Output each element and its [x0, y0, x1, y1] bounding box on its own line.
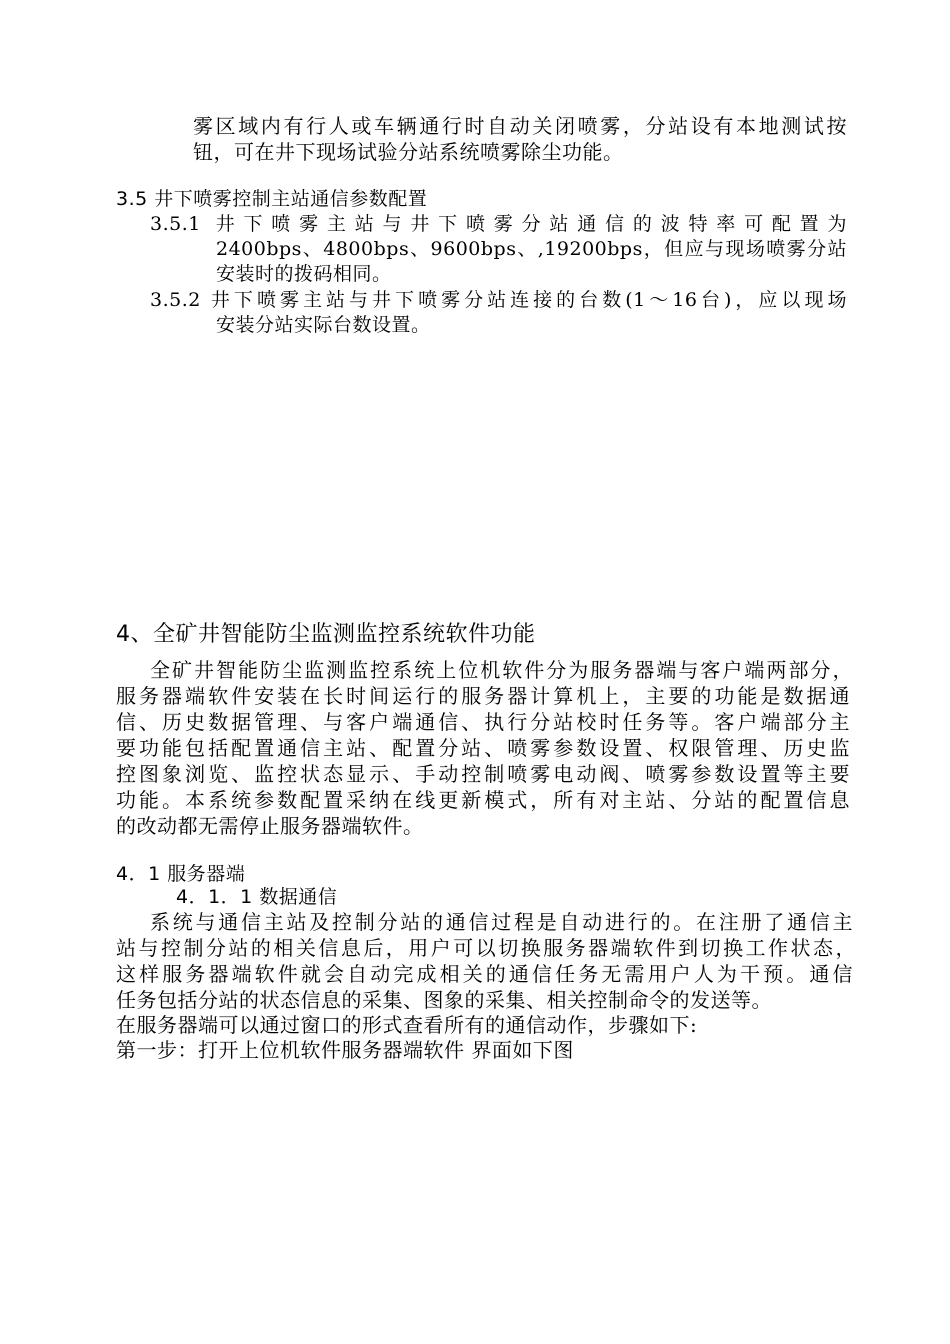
item-3-5-2-line-1: 3.5.2 井下喷雾主站与井下喷雾分站连接的台数(1～16台)，应以现场: [150, 289, 847, 311]
item-3-5-1-line-1: 3.5.1 井下喷雾主站与井下喷雾分站通信的波特率可配置为: [150, 213, 847, 235]
chapter-4-paragraph-line: 全矿井智能防尘监测监控系统上位机软件分为服务器端与客户端两部分，: [150, 658, 853, 682]
chapter-4-paragraph-line: 要功能包括配置通信主站、配置分站、喷雾参数设置、权限管理、历史监: [116, 736, 850, 760]
section-4-1-1-paragraph-line: 第一步：打开上位机软件服务器端软件 界面如下图: [116, 1038, 574, 1062]
chapter-4-paragraph-line: 信、历史数据管理、与客户端通信、执行分站校时任务等。客户端部分主: [116, 710, 850, 734]
section-4-1-1-paragraph-line: 在服务器端可以通过窗口的形式查看所有的通信动作，步骤如下:: [116, 1013, 698, 1037]
item-3-5-1-line-3: 安装时的拨码相同。: [216, 263, 392, 285]
section-4-1-1-paragraph-line: 这样服务器端软件就会自动完成相关的通信任务无需用户人为干预。通信: [116, 962, 853, 986]
section-4-1-1-paragraph-line: 站与控制分站的相关信息后，用户可以切换服务器端软件到切换工作状态，: [116, 936, 856, 960]
section-3-5-heading: 3.5 井下喷雾控制主站通信参数配置: [116, 188, 428, 210]
chapter-4-paragraph-line: 服务器端软件安装在长时间运行的服务器计算机上，主要的功能是数据通: [116, 684, 850, 708]
item-3-5-1-line-2: 2400bps、4800bps、9600bps、,19200bps，但应与现场喷雾分站: [216, 238, 847, 260]
section-3-4-line-2: 钮，可在井下现场试验分站系统喷雾除尘功能。: [193, 140, 624, 164]
section-4-1-heading: 4．1 服务器端: [116, 863, 246, 885]
section-4-1-1-paragraph-line: 系统与通信主站及控制分站的通信过程是自动进行的。在注册了通信主: [150, 910, 853, 934]
item-3-5-2-line-2: 安装分站实际台数设置。: [216, 314, 431, 336]
chapter-4-paragraph-line: 控图象浏览、监控状态显示、手动控制喷雾电动阀、喷雾参数设置等主要: [116, 762, 850, 786]
section-3-4-line-1: 雾区域内有行人或车辆通行时自动关闭喷雾，分站设有本地测试按: [193, 114, 847, 138]
section-4-1-1-heading: 4．1．1 数据通信: [176, 886, 338, 908]
section-4-1-1-paragraph-line: 任务包括分站的状态信息的采集、图象的采集、相关控制命令的发送等。: [116, 988, 772, 1012]
chapter-4-paragraph-line: 的改动都无需停止服务器端软件。: [116, 814, 424, 838]
chapter-4-heading: 4、全矿井智能防尘监测监控系统软件功能: [116, 622, 536, 647]
chapter-4-paragraph-line: 功能。本系统参数配置采纳在线更新模式，所有对主站、分站的配置信息: [116, 788, 850, 812]
